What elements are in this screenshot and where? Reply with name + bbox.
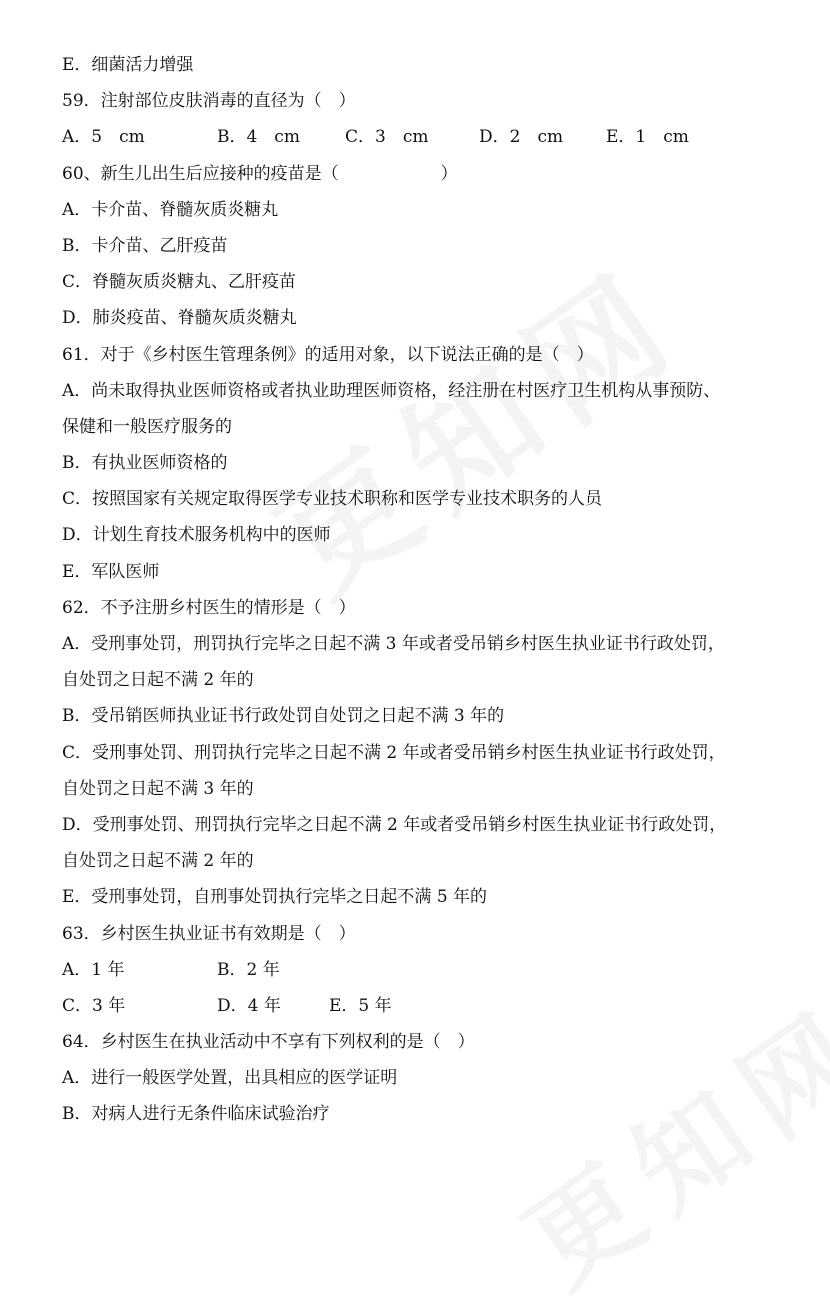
option-text: A．尚未取得执业医师资格或者执业助理医师资格，经注册在村医疗卫生机构从事预防、 — [62, 380, 721, 401]
option-text: A．受刑事处罚，刑罚执行完毕之日起不满 3 年或者受吊销乡村医生执业证书行政处罚， — [62, 634, 725, 654]
option-text: B．受吊销医师执业证书行政处罚自处罚之日起不满 3 年的 — [62, 706, 505, 727]
question-text: 60、新生儿出生后应接种的疫苗是（ ） — [62, 163, 458, 184]
option-text: B．4 cm — [217, 127, 300, 148]
option-text: D．计划生育技术服务机构中的医师 — [62, 525, 331, 546]
option-text: C．脊髓灰质炎糖丸、乙肝疫苗 — [62, 272, 297, 293]
question-text: 64．乡村医生在执业活动中不享有下列权利的是（ ） — [62, 1032, 475, 1053]
option-text: A．进行一般医学处置，出具相应的医学证明 — [62, 1068, 398, 1089]
option-text: E．5 年 — [329, 995, 392, 1016]
option-text: 自处罚之日起不满 2 年的 — [62, 670, 254, 691]
option-text: D．4 年 — [217, 995, 281, 1016]
option-row — [62, 991, 818, 1027]
question-text: 63．乡村医生执业证书有效期是（ ） — [62, 923, 356, 944]
option-row — [62, 955, 818, 991]
option-text: C．3 年 — [62, 995, 126, 1016]
option-text: E．1 cm — [606, 127, 689, 148]
question-text: 59．注射部位皮肤消毒的直径为（ ） — [62, 91, 356, 112]
option-text: D．2 cm — [479, 127, 564, 148]
option-text: C．按照国家有关规定取得医学专业技术职称和医学专业技术职务的人员 — [62, 489, 603, 510]
option-text: A．卡介苗、脊髓灰质炎糖丸 — [62, 199, 279, 220]
option-text: 自处罚之日起不满 2 年的 — [62, 851, 254, 872]
document-body — [62, 50, 818, 1136]
option-text: B．有执业医师资格的 — [62, 453, 228, 474]
question-text: 61．对于《乡村医生管理条例》的适用对象，以下说法正确的是（ ） — [62, 344, 594, 365]
option-text: B．对病人进行无条件临床试验治疗 — [62, 1104, 330, 1125]
option-text: B．2 年 — [217, 959, 280, 980]
option-text: 自处罚之日起不满 3 年的 — [62, 778, 254, 799]
option-text: C．3 cm — [345, 127, 429, 148]
option-text: B．卡介苗、乙肝疫苗 — [62, 235, 228, 256]
option-row — [62, 122, 818, 158]
option-text: E．受刑事处罚，自刑事处罚执行完毕之日起不满 5 年的 — [62, 887, 488, 908]
option-text: A．1 年 — [62, 959, 125, 980]
option-text: D．肺炎疫苗、脊髓灰质炎糖丸 — [62, 308, 297, 329]
option-text: E．细菌活力增强 — [62, 55, 194, 75]
question-text: 62．不予注册乡村医生的情形是（ ） — [62, 597, 356, 618]
option-text: E．军队医师 — [62, 561, 160, 582]
option-text: D．受刑事处罚、刑罚执行完毕之日起不满 2 年或者受吊销乡村医生执业证书行政处罚， — [62, 814, 727, 835]
option-text: C．受刑事处罚、刑罚执行完毕之日起不满 2 年或者受吊销乡村医生执业证书行政处罚， — [62, 742, 726, 763]
option-text: A．5 cm — [62, 127, 145, 148]
option-text: 保健和一般医疗服务的 — [62, 416, 232, 437]
